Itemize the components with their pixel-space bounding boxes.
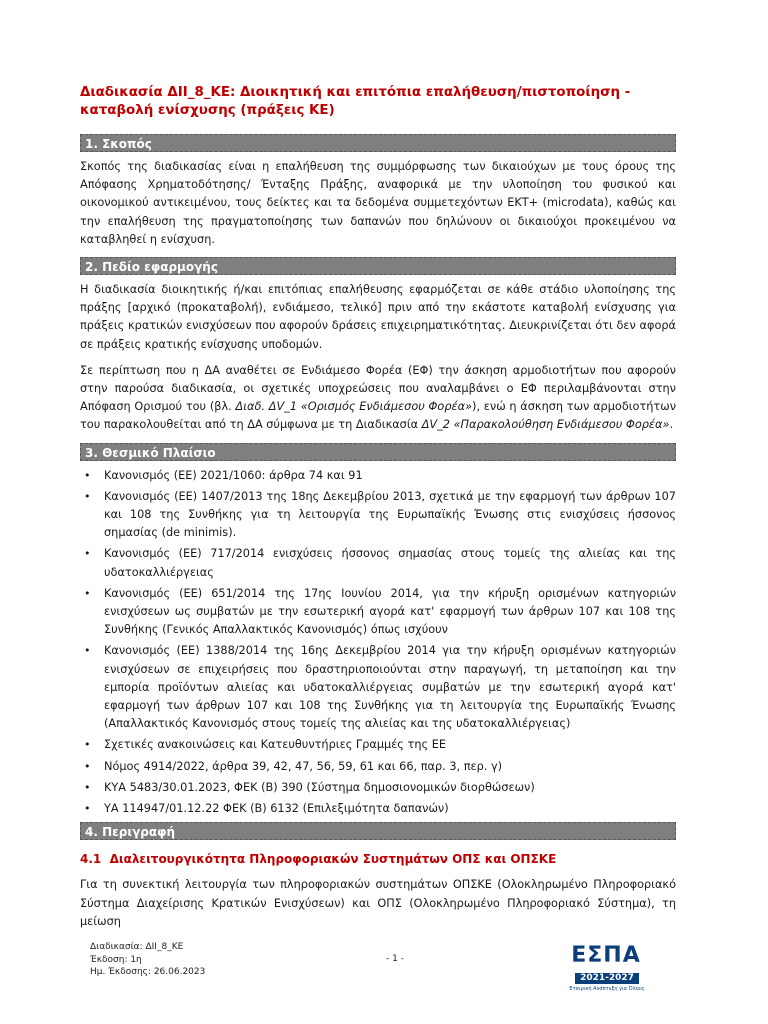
list-item: • Κανονισμός (ΕΕ) 1388/2014 της 16ης Δεκεμβρίου 2014 για την κήρυξη ορισμένων κατηγοριών ενισχύσεων σε επιχειρήσεις που δραστηριοποιούνται στην παραγωγή, τη μεταποίηση και την εμπορία προϊόντων αλιείας και υδατοκαλλιέργειας συμβατών με την εσωτερική αγορά κατ' εφαρμογή των άρθρων 107 και 108 της Συνθήκης για τη λειτουργία της Ευρωπαϊκής Ένωσης (Απαλλακτικός Κανονισμός στους τομείς της αλιείας και της υδατοκαλλιέργειας): [80, 642, 676, 733]
espa-logo-text: ΕΣΠΑ: [571, 943, 641, 968]
footer-date: Ημ. Έκδοσης: 26.06.2023: [90, 967, 206, 978]
document-title: Διαδικασία ΔΙΙ_8_ΚΕ: Διοικητική και επιτόπια επαλήθευση/πιστοποίηση - καταβολή ενίσχυσης (πράξεις ΚΕ): [80, 85, 631, 118]
scope-paragraph-2: [80, 362, 676, 435]
list-item: • Κανονισμός (ΕΕ) 717/2014 ενισχύσεις ήσσονος σημασίας στους τομείς της αλιείας και της υδατοκαλλιέργειας: [80, 545, 676, 581]
document-body: [80, 84, 676, 939]
section-header-scope: 2. Πεδίο εφαρμογής: [80, 257, 676, 275]
scope-text-b: ), ενώ η άσκηση των αρμοδιοτήτων του παρακολουθείται από τη ΔΑ σύμφωνα με τη Διαδικασία: [80, 400, 677, 432]
list-item: • ΚΥΑ 5483/30.01.2023, ΦΕΚ (Β) 390 (Σύστημα δημοσιονομικών διορθώσεων): [80, 779, 676, 797]
section-header-purpose: 1. Σκοπός: [80, 134, 676, 152]
espa-logo-years: 2021-2027: [575, 973, 639, 984]
list-item: • Κανονισμός (ΕΕ) 2021/1060: άρθρα 74 και 91: [80, 467, 676, 485]
espa-logo: [563, 943, 649, 997]
espa-logo-tagline: Εταιρική Ανάπτυξη για Όλους: [569, 986, 645, 992]
section-header-legal-framework: 3. Θεσμικό Πλαίσιο: [80, 443, 676, 461]
subsection-heading: Διαλειτουργικότητα Πληροφοριακών Συστημάτων ΟΠΣ και ΟΠΣΚΕ: [109, 852, 557, 867]
scope-text-a: Σε περίπτωση που η ΔΑ αναθέτει σε Ενδιάμεσο Φορέα (ΕΦ) την άσκηση αρμοδιοτήτων που αφορούν στην παρούσα διαδικασία, οι σχετικές υποχρεώσεις που αναλαμβάνει ο ΕΦ περιλαμβάνονται στην Απόφαση Ορισμού του (βλ.: [80, 363, 676, 414]
scope-ref-ev1: Διαδ. ΔV_1 «Ορισμός Ενδιάμεσου Φορέα»: [235, 400, 473, 414]
list-item: • Νόμος 4914/2022, άρθρα 39, 42, 47, 56, 59, 61 και 66, παρ. 3, περ. γ): [80, 758, 676, 776]
footer-version: Έκδοση: 1η: [90, 954, 142, 965]
subsection-number: 4.1: [80, 852, 102, 867]
scope-ref-ev2: ΔV_2 «Παρακολούθηση Ενδιάμεσου Φορέα»: [421, 418, 670, 432]
page-number: - 1 -: [386, 954, 404, 964]
description-paragraph: Για τη συνεκτική λειτουργία των πληροφοριακών συστημάτων ΟΠΣΚΕ (Ολοκληρωμένο Πληροφοριακό Σύστημα Διαχείρισης Κρατικών Ενισχύσεων) και ΟΠΣ (Ολοκληρωμένο Πληροφοριακό Σύστημα), τη μείωση: [80, 878, 676, 928]
scope-paragraph-1: Η διαδικασία διοικητικής ή/και επιτόπιας επαλήθευσης εφαρμόζεται σε κάθε στάδιο υλοποίησης της πράξης [αρχικό (προκαταβολή), ενδιάμεσο, τελικό] πριν από την εκάστοτε καταβολή ενίσχυσης για πράξεις κρατικών ενισχύσεων που αφορούν δράσεις επιχειρηματικότητας. Διευκρινίζεται ότι δεν αφορά σε πράξεις κρατικής ενίσχυσης υποδομών.: [80, 283, 676, 351]
footer-info: [90, 941, 205, 979]
list-item: • Σχετικές ανακοινώσεις και Κατευθυντήριες Γραμμές της ΕΕ: [80, 736, 676, 754]
list-item: • ΥΑ 114947/01.12.22 ΦΕΚ (Β) 6132 (Επιλεξιμότητα δαπανών): [80, 800, 676, 818]
subsection-title: [80, 852, 676, 866]
legal-framework-list: [80, 467, 676, 819]
list-item: • Κανονισμός (ΕΕ) 1407/2013 της 18ης Δεκεμβρίου 2013, σχετικά με την εφαρμογή των άρθρων 107 και 108 της Συνθήκης για τη λειτουργία της Ευρωπαϊκής Ένωσης στις ενισχύσεις ήσσονος σημασίας (de minimis).: [80, 488, 676, 543]
footer-procedure: Διαδικασία: ΔΙΙ_8_ΚΕ: [90, 942, 184, 952]
list-item: • Κανονισμός (ΕΕ) 651/2014 της 17ης Ιουνίου 2014, για την κήρυξη ορισμένων κατηγοριών ενισχύσεων ως συμβατών με την εσωτερική αγορά κατ' εφαρμογή των άρθρων 107 και 108 της Συνθήκης (Γενικός Απαλλακτικός Κανονισμός) όπως ισχύουν: [80, 585, 676, 640]
section-header-description: 4. Περιγραφή: [80, 822, 676, 840]
scope-text-c: .: [669, 418, 674, 432]
purpose-paragraph: Σκοπός της διαδικασίας είναι η επαλήθευση της συμμόρφωσης των δικαιούχων με τους όρους της Απόφασης Χρηματοδότησης/ Ένταξης Πράξης, αναφορικά με την υλοποίηση του φυσικού και οικονομικού αντικειμένου, τους δείκτες και τα δεδομένα συμμετεχόντων ΕΚΤ+ (microdata), καθώς και την επαλήθευση της πραγματοποίησης των δαπανών που δηλώνουν οι δικαιούχοι προκειμένου να καταβληθεί η ενίσχυση.: [80, 160, 676, 246]
